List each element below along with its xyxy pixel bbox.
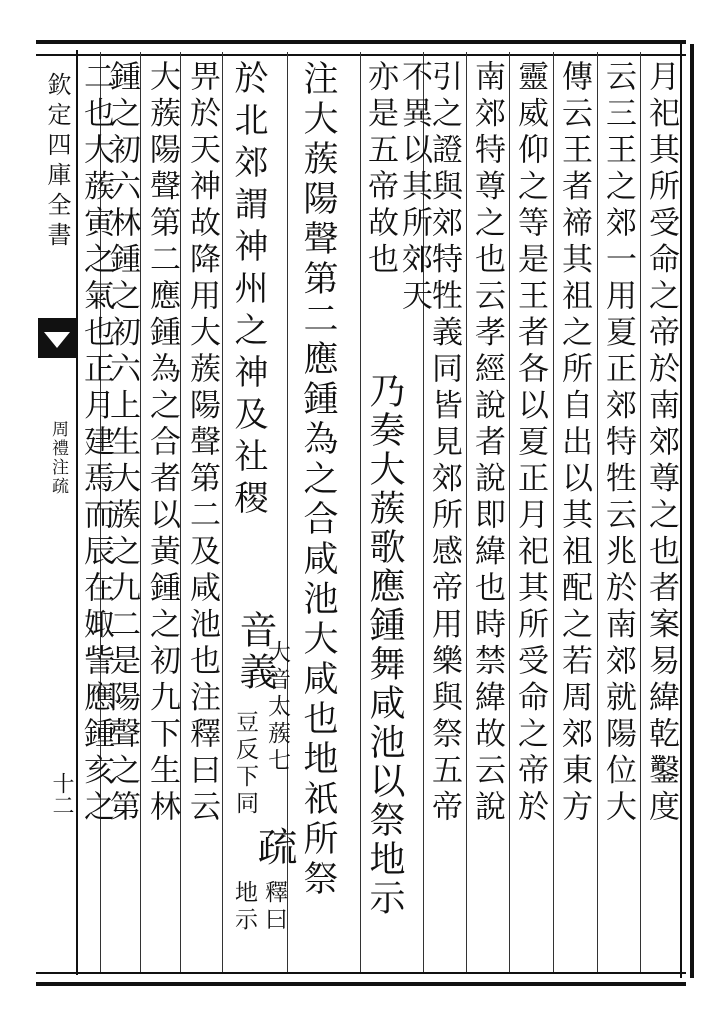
- text-column: 月祀其所受命之帝於南郊尊之也者案易緯乾鑿度: [643, 60, 679, 827]
- text-column: 二也大蔟寅之氣也正月建焉而辰在娵訾應鍾亥之: [78, 60, 114, 827]
- column-rule: [140, 52, 141, 972]
- frame-bottom-rule: [36, 972, 686, 986]
- yinyi-label: 音義: [233, 610, 277, 694]
- shu-label: 疏: [251, 826, 297, 868]
- text-column: 亦是五帝故也: [362, 60, 398, 279]
- text-column: 傳云王者禘其祖之所自出以其祖配之若周郊東方: [556, 60, 592, 827]
- text-column: 引之證與郊特牲義同皆見郊所感帝用樂與祭五帝: [426, 60, 462, 827]
- spine-page-number: 十二: [49, 772, 74, 816]
- spine-collection-title: 欽定四庫全書: [43, 72, 71, 252]
- annotation-column: 地示: [231, 880, 257, 934]
- column-rule: [640, 52, 641, 972]
- text-column: 南郊特尊之也云孝經說者說即緯也時禁緯故云說: [469, 60, 505, 827]
- column-rule: [180, 52, 181, 972]
- text-column: 畀於天神故降用大蔟陽聲第二及咸池也注釋曰云: [184, 60, 220, 827]
- text-column: 不異以其所郊天: [396, 60, 432, 316]
- column-rule: [597, 52, 598, 972]
- text-column: 云三王之郊一用夏正郊特牲云兆於南郊就陽位大: [600, 60, 636, 827]
- spine-book-title: 周禮注疏: [48, 420, 68, 496]
- classic-text-column: 乃奏大蔟歌應鍾舞咸池以祭地示: [364, 372, 405, 918]
- column-rule: [509, 52, 510, 972]
- annotation-column: 豆反下同: [232, 710, 258, 818]
- text-column: 靈威仰之等是王者各以夏正月祀其所受命之帝於: [512, 60, 548, 827]
- annotation-column: 大音太蔟七: [264, 640, 290, 775]
- column-rule: [466, 52, 467, 972]
- commentary-column: 注大蔟陽聲第二應鍾為之合咸池大咸也地祇所祭: [298, 60, 338, 900]
- text-column: 於北郊謂神州之神及社稷: [228, 60, 268, 522]
- frame-right-rule: [680, 44, 694, 978]
- fish-tail-ornament: [38, 318, 76, 358]
- text-column: 鍾之初六林鍾之初六上生大蔟之九二是陽聲之第: [104, 60, 140, 827]
- annotation-column: 釋曰: [261, 880, 287, 934]
- column-rule: [222, 52, 223, 972]
- column-rule: [553, 52, 554, 972]
- column-rule: [360, 52, 361, 972]
- frame-top-rule: [36, 40, 686, 56]
- text-column: 大蔟陽聲第二應鍾為之合者以黃鍾之初九下生林: [144, 60, 180, 827]
